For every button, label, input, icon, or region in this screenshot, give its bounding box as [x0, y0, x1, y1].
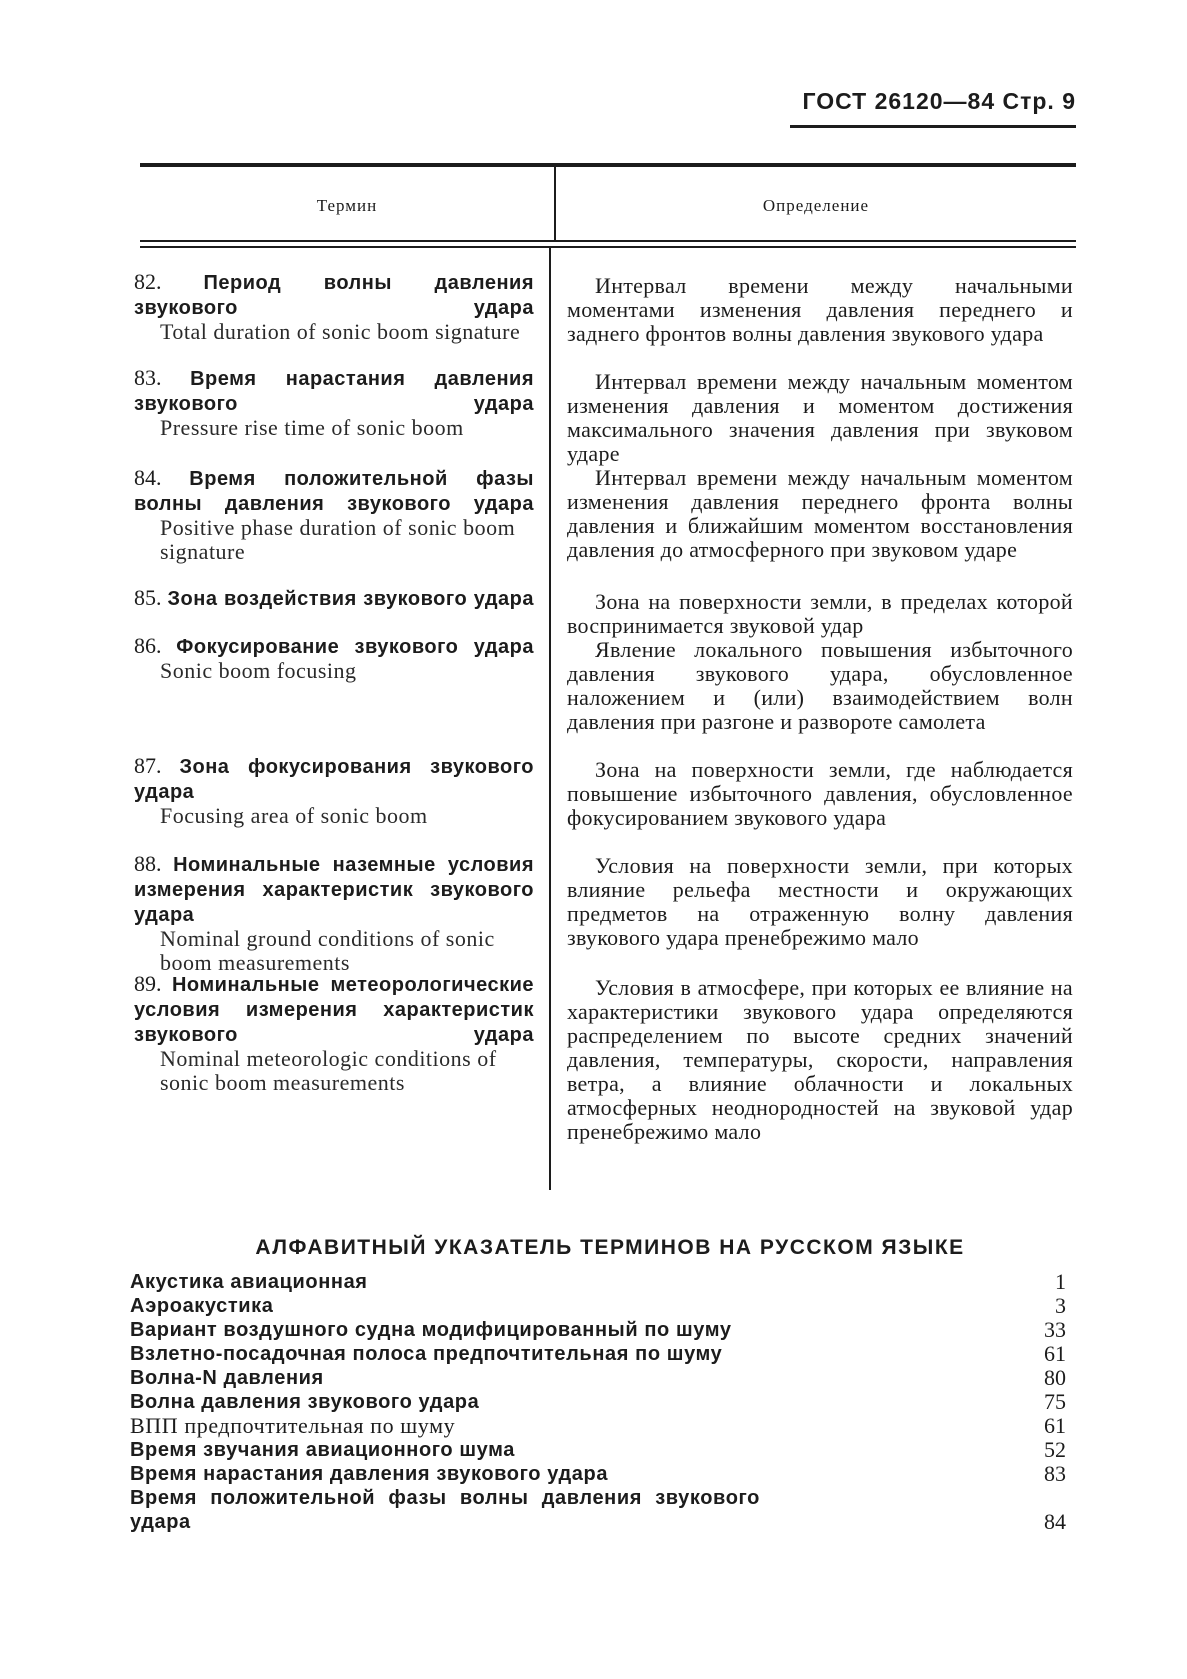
table-header-rule-second	[140, 246, 1076, 248]
term-83	[134, 366, 534, 440]
term-en: Focusing area of sonic boom	[160, 803, 428, 828]
term-ru: 89. Номинальные метеорологические условия измерения характеристик звукового удара	[134, 971, 534, 1046]
column-header-terms: Термин	[316, 196, 378, 215]
definition-87: Зона на поверхности земли, где наблюдается повышение избыточного давления, обусловленное фокусированием звукового удара	[567, 757, 1073, 830]
term-86	[134, 634, 534, 683]
term-ru: 86. Фокусирование звукового удара	[134, 633, 535, 658]
term-en: Sonic boom focusing	[160, 658, 357, 683]
header-rule	[790, 125, 1076, 128]
index-item: Время звучания авиационного шума 52	[130, 1437, 1066, 1462]
term-89	[134, 972, 534, 1095]
index-item: ВПП предпочтительная по шуму 61	[130, 1413, 1066, 1438]
term-87	[134, 754, 534, 828]
index-item: Время положительной фазы волны давления звукового удара 84	[130, 1487, 1066, 1534]
table-top-rule	[140, 163, 1076, 167]
term-en: Nominal meteorologic conditions of sonic boom measurements	[160, 1046, 497, 1095]
term-en: Pressure rise time of sonic boom	[160, 415, 464, 440]
term-88	[134, 852, 534, 975]
definition-84: Интервал времени между начальным моментом изменения давления переднего фронта волны давления и ближайшим моментом восстановления давления до атмосферного при звуковом ударе	[567, 465, 1073, 562]
definition-83: Интервал времени между начальным моментом изменения давления и моментом достижения максимального значения давления при звуковом ударе	[567, 369, 1073, 466]
term-ru: 82. Период волны давления звукового удара	[134, 269, 534, 319]
term-en: Positive phase duration of sonic boom signature	[160, 515, 516, 564]
term-ru: 83. Время нарастания давления звукового удара	[134, 365, 535, 415]
term-82	[134, 270, 534, 344]
term-ru: 87. Зона фокусирования звукового удара	[134, 753, 534, 803]
index-title: АЛФАВИТНЫЙ УКАЗАТЕЛЬ ТЕРМИНОВ НА РУССКОМ ЯЗЫКЕ	[255, 1236, 965, 1259]
term-84	[134, 466, 534, 564]
definition-86: Явление локального повышения избыточного давления звукового удара, обусловленное наложением и (или) взаимодействием волн давления при разгоне и развороте самолета	[567, 637, 1073, 734]
definition-82: Интервал времени между начальными моментами изменения давления переднего и заднего фронтов волны давления звукового удара	[567, 273, 1073, 346]
definition-85: Зона на поверхности земли, в пределах которой воспринимается звуковой удар	[567, 589, 1073, 638]
column-header-definitions: Определение	[762, 196, 870, 215]
page-header: ГОСТ 26120—84 Стр. 9	[802, 88, 1076, 114]
index-item: Акустика авиационная 1	[130, 1269, 1066, 1294]
index-item: Время нарастания давления звукового удара 83	[130, 1461, 1066, 1486]
term-85	[134, 586, 534, 611]
table-column-divider	[549, 248, 551, 1190]
table-header-rule	[140, 240, 1076, 242]
term-ru: 88. Номинальные наземные условия измерения характеристик звукового удара	[134, 851, 534, 926]
index-item: Аэроакустика 3	[130, 1293, 1066, 1318]
index-item: Взлетно-посадочная полоса предпочтительная по шуму 61	[130, 1341, 1066, 1366]
index-item: Волна давления звукового удара 75	[130, 1389, 1066, 1414]
definition-88: Условия на поверхности земли, при которых влияние рельефа местности и окружающих предметов на отраженную волну давления звукового удара пренебрежимо мало	[567, 853, 1073, 950]
definition-89: Условия в атмосфере, при которых ее влияние на характеристики звукового удара определяются распределением по высоте средних значений давления, температуры, скорости, направления ветра, а влияние облачности и локальных атмосферных неоднородностей на звуковой удар пренебрежимо мало	[567, 975, 1073, 1144]
term-ru: 85. Зона воздействия звукового удара	[134, 585, 535, 610]
term-en: Total duration of sonic boom signature	[160, 319, 521, 344]
index-item: Вариант воздушного судна модифицированный по шуму 33	[130, 1317, 1066, 1342]
term-ru: 84. Время положительной фазы волны давления звукового удара	[134, 465, 534, 515]
term-en: Nominal ground conditions of sonic boom measurements	[160, 926, 495, 975]
index-list	[130, 1270, 1066, 1534]
index-item: Волна-N давления 80	[130, 1365, 1066, 1390]
